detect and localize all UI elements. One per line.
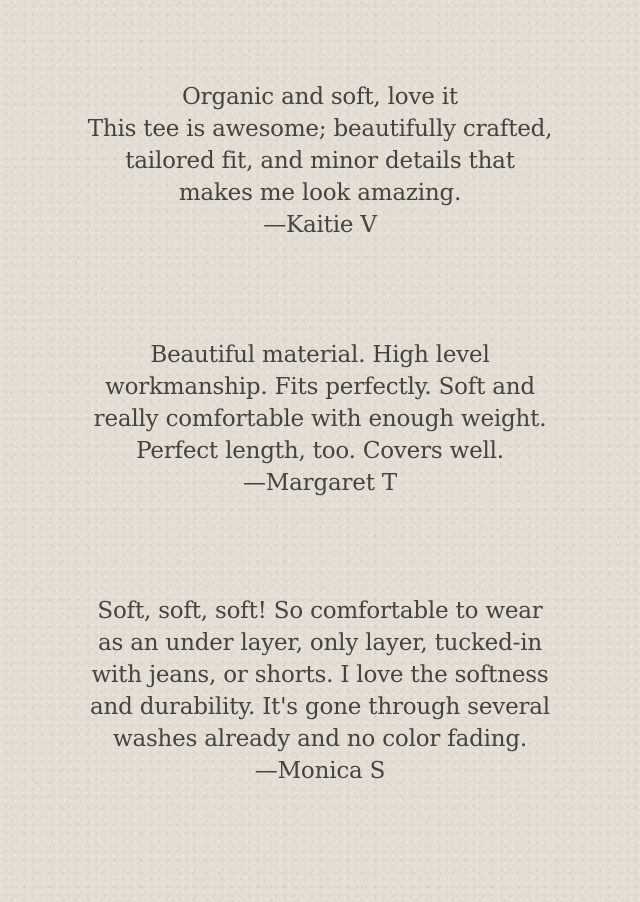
testimonial-text-line: really comfortable with enough weight. — [93, 406, 547, 432]
testimonial-author: —Margaret T — [243, 470, 397, 496]
testimonial-text-line: Beautiful material. High level — [150, 342, 490, 368]
testimonial-text-line: as an under layer, only layer, tucked-in — [98, 630, 542, 656]
testimonial-text-line: washes already and no color fading. — [112, 726, 528, 752]
testimonial-text-line: tailored fit, and minor details that — [125, 148, 515, 174]
testimonial-text-line: This tee is awesome; beautifully crafted, — [87, 116, 553, 142]
testimonial-text-line: and durability. It's gone through several — [90, 694, 550, 720]
testimonial-text-line: makes me look amazing. — [178, 180, 462, 206]
testimonial-monica — [10, 595, 630, 787]
testimonial-kaitie — [10, 81, 630, 241]
testimonial-text-line: Soft, soft, soft! So comfortable to wear — [97, 598, 543, 624]
testimonial-author: —Kaitie V — [263, 212, 377, 238]
testimonial-text-line: workmanship. Fits perfectly. Soft and — [105, 374, 535, 400]
testimonial-author: —Monica S — [254, 758, 386, 784]
testimonial-text-line: with jeans, or shorts. I love the softness — [91, 662, 549, 688]
testimonial-text-line: Perfect length, too. Covers well. — [136, 438, 504, 464]
testimonial-margaret — [10, 339, 630, 499]
testimonial-text-line: Organic and soft, love it — [182, 84, 458, 110]
